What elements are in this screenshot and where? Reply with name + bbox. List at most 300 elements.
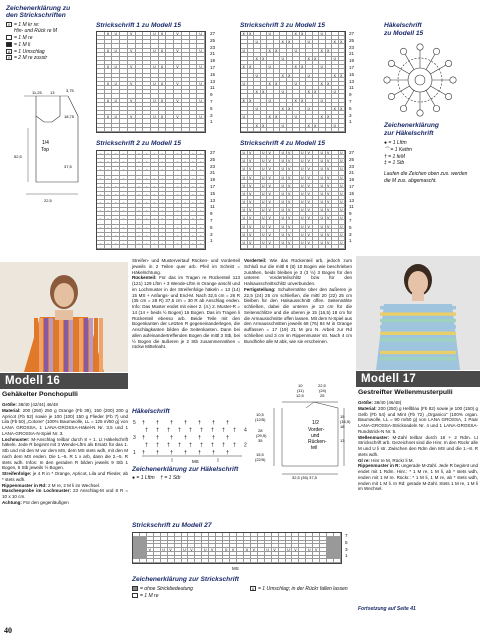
- chart-cell: –: [105, 225, 113, 229]
- chart-cell: [154, 559, 161, 563]
- chart-cell: V: [267, 216, 274, 220]
- chart-cell: [105, 245, 113, 249]
- chart-cell: U: [197, 82, 205, 86]
- chart-cell: X: [300, 99, 307, 103]
- chart-cell: –: [136, 208, 144, 212]
- chart-cell: X: [300, 65, 307, 69]
- instruction-paragraph: Rückenteil: Für das im Tragen re Rückenteil 113 (121) 129 Lftm + 3 Wende-Lftm in Orange anschl und im Lochmuster in der Streifenfolge häkeln = 13 (14) 15 MS + Anfangs- und End-M. Nach 32,5 cm = 26 R (35 cm = 28 R) 37,5 cm = 30 R ab Anschlag enden. Info: Das Muster endet mit einer 2. (4.) 2. Muster-R = 14 (14 + beids ½ Bogen) 16 Bogen. Das im Tragen li Rückenteil ebenso arb. Beide Teile mit den Bogenkanten der Letzten R gegeneinanderlegen, die Anschlagkanten bilden die Seitenkanten. Dann bei allen aufeinandertreffenden Bogen die mittl 3 Stb, bei ½ Bogen die äußeren je 2 Stb zusammennähen = rückw Mittelnaht.: [132, 275, 240, 350]
- crochet-stitch-mark: †: [222, 442, 226, 449]
- crochet-row-number: 5: [133, 420, 136, 426]
- piece-label: Rücken-: [308, 439, 327, 445]
- chart-cell: –: [174, 225, 182, 229]
- row-number: 17: [210, 64, 216, 70]
- chart-cell: –: [136, 225, 144, 229]
- chart-cell: U: [280, 57, 287, 61]
- chart-cell: [168, 559, 175, 563]
- chart-cell: U: [280, 167, 287, 171]
- chart-cell: –: [197, 241, 205, 245]
- chart-cell: U: [105, 49, 113, 53]
- chart-cell: V: [248, 216, 255, 220]
- chart-cell: V: [287, 167, 294, 171]
- chart-cell: –: [143, 200, 151, 204]
- chart-cell: [286, 559, 293, 563]
- chart-cell: [209, 559, 216, 563]
- chart-cell: U: [241, 176, 248, 180]
- chart-cell: –: [197, 200, 205, 204]
- chart-cell: –: [136, 233, 144, 237]
- chart-cell: U: [197, 65, 205, 69]
- chart-cell: –: [182, 233, 190, 237]
- crochet-stitch-mark: †: [222, 427, 226, 434]
- chart-cell: U: [319, 151, 326, 155]
- chart-cell: V: [326, 216, 333, 220]
- knit-chart-4: [240, 150, 346, 250]
- row-number: 13: [210, 197, 216, 203]
- legend-item: = 1 M li: [6, 42, 86, 49]
- legend-item: U = 1 Umschlag: [7, 48, 45, 55]
- chart-cell: U: [267, 32, 274, 36]
- chart-cell: [105, 128, 113, 132]
- crochet-loop: [433, 48, 439, 54]
- chart-cell: –: [143, 225, 151, 229]
- chart-cell: –: [97, 167, 105, 171]
- chart-cell: U: [105, 32, 113, 36]
- chart-cell: X: [326, 82, 333, 86]
- chart-cell: U: [300, 176, 307, 180]
- crochet-stitch-mark: †: [212, 420, 216, 426]
- chart-cell: X: [280, 74, 287, 78]
- dim-label: 32,5 (35) 37,5: [292, 475, 317, 480]
- crochet-stitch: [426, 54, 435, 70]
- row-number: 17: [349, 183, 355, 189]
- chart-cell: –: [151, 151, 159, 155]
- crochet-stitch-mark: †: [156, 427, 160, 434]
- garment-stripe: [89, 318, 93, 372]
- chart-cell: U: [339, 176, 346, 180]
- row-number: 11: [210, 85, 215, 91]
- row-number: 9: [349, 211, 352, 217]
- chart-cell: [97, 128, 105, 132]
- chart-cell: U: [339, 216, 346, 220]
- row-number: 25: [210, 37, 216, 43]
- crochet-stitch-mark: †: [184, 435, 188, 441]
- knit-chart-2: [96, 150, 206, 250]
- crochet-chart-legend-title: Zeichenerklärung zur Häkelschrift: [132, 466, 239, 473]
- chart-cell: V: [248, 225, 255, 229]
- chart-cell: –: [159, 208, 167, 212]
- chart27-legend-title: Zeichenerklärung zur Strickschrift: [132, 576, 239, 583]
- garment-stripe: [34, 318, 38, 372]
- chart-cell: V: [287, 192, 294, 196]
- chart-cell: U: [261, 176, 268, 180]
- chart-cell: U: [151, 49, 159, 53]
- row-number: 7: [349, 217, 352, 223]
- instruction-paragraph: Material: 200 (250) 250 g Orange (Fb 39), 150 (200) 200 g Apricot (Fb 52) sowie je 100 (100) 150 g Flieder (Fb 7) und Lila (Fb 50) „Cotone“ (100% Baumwolle, LL = 125 m/50 g) von LANA GROSSA, 1 LANA-GROSSA-Häkel-N Nr. 3,5 und 1 LANA-GROSSA-N-Spiel Nr. 3.: [2, 407, 128, 436]
- chart-cell: U: [339, 167, 346, 171]
- dim-label: 18,75: [64, 114, 75, 119]
- chart-cell: V: [267, 208, 274, 212]
- chart-cell: [120, 245, 128, 249]
- chart-cell: –: [143, 159, 151, 163]
- chart-cell: [112, 245, 120, 249]
- chart-cell: X: [332, 40, 339, 44]
- chart-cell: V: [306, 233, 313, 237]
- chart-cell: –: [151, 167, 159, 171]
- chart-cell: X: [254, 124, 261, 128]
- crochet-loop: [445, 93, 451, 99]
- chart-cell: [244, 559, 251, 563]
- crochet-row-number: 1: [133, 450, 136, 456]
- instruction-paragraph: Vorderteil: Wie das Rückenteil arb, jedoch zum Schluß nur die mittl 8 (8) 10 Bogen wie beschrieben zunähen, beids bleiben je 3 (3 ½) 3 Bogen für den unteren Vorderteilschlitz bzw für den Halsausschnittschlitz unverbunden.: [244, 258, 352, 287]
- chart-cell: X: [339, 40, 346, 44]
- chart-cell: U: [339, 192, 346, 196]
- chart-cell: U: [241, 151, 248, 155]
- chart-cell: U: [300, 159, 307, 163]
- chart-cell: [251, 559, 258, 563]
- crochet-stitch-mark: †: [211, 442, 215, 449]
- chart-cell: V: [147, 548, 154, 552]
- chart-cell: X: [287, 40, 294, 44]
- chart-cell: –: [136, 192, 144, 196]
- chart-cell: U: [339, 225, 346, 229]
- crochet-stitch-mark: †: [189, 442, 193, 449]
- chart-cell: V: [248, 241, 255, 245]
- row-number: 11: [349, 204, 354, 210]
- chart-cell: –: [105, 167, 113, 171]
- chart-cell: –: [120, 159, 128, 163]
- chart-cell: U: [319, 216, 326, 220]
- chart-cell: U: [254, 107, 261, 111]
- row-number: 27: [210, 31, 216, 36]
- garment-stripe: [49, 318, 53, 372]
- chart-cell: V: [287, 159, 294, 163]
- garment-stripe: [44, 318, 48, 372]
- chart-cell: V: [306, 184, 313, 188]
- crochet-loop: [384, 77, 390, 83]
- chart-cell: X: [313, 90, 320, 94]
- row-number: 19: [349, 58, 355, 64]
- chart-cell: U: [293, 82, 300, 86]
- chart-cell: U: [261, 225, 268, 229]
- chart-cell: U: [306, 548, 313, 552]
- crochet-stitch-mark: †: [212, 435, 216, 441]
- chart-cell: X: [339, 74, 346, 78]
- crochet-stitch-mark: †: [167, 442, 171, 449]
- chart-cell: U: [105, 115, 113, 119]
- crochet-chart-title: Häkelschrift: [132, 408, 170, 415]
- chart-cell: –: [136, 159, 144, 163]
- row-number: 5: [349, 224, 352, 230]
- chart-cell: V: [248, 233, 255, 237]
- chart-cell: X: [300, 32, 307, 36]
- chart-cell: V: [267, 192, 274, 196]
- chart-cell: [133, 559, 140, 563]
- chart-cell: X: [261, 57, 268, 61]
- chart-cell: –: [182, 208, 190, 212]
- chart-cell: U: [319, 192, 326, 196]
- chart-cell: U: [241, 192, 248, 196]
- model16-illustration: [0, 262, 128, 372]
- chart-cell: U: [300, 200, 307, 204]
- chart-cell: –: [190, 167, 198, 171]
- chart-cell: –: [174, 167, 182, 171]
- chart-cell: X: [241, 99, 248, 103]
- chart1-title: Strickschrift 1 zu Modell 15: [96, 22, 182, 29]
- chart-cell: [161, 559, 168, 563]
- chart-cell: –: [112, 192, 120, 196]
- chart-cell: U: [306, 107, 313, 111]
- chart-cell: V: [287, 216, 294, 220]
- instruction-paragraph: Rippenmuster in R: ungerade M-Zahl. Jede R beginnt und endet mit 1 Rdm. Hinr.: * 1 M re, 1 M li, ab * stets wdh, enden mit 1 M re. Rückr.: * 1 M li, 1 M re, ab * stets wdh, enden mit 1 M li. In Rd: gerade M-Zahl. Stets 1 M re, 1 M li im Wechsel.: [358, 463, 479, 492]
- chart-cell: X: [306, 57, 313, 61]
- chart-cell: –: [174, 151, 182, 155]
- chart-cell: U: [339, 159, 346, 163]
- chart-cell: U: [261, 167, 268, 171]
- chart-cell: –: [174, 208, 182, 212]
- instruction-paragraph: Größe: 38/40 (46/48): [358, 400, 402, 405]
- crochet-stitch-mark: †: [170, 435, 174, 441]
- chart-cell: –: [190, 200, 198, 204]
- chart-cell: –: [174, 233, 182, 237]
- chart-cell: [112, 128, 120, 132]
- chart-cell: –: [143, 192, 151, 196]
- piece-label: Vorder-: [308, 427, 325, 433]
- row-number: 27: [349, 150, 355, 155]
- chart27-legend-item: = 1 M re: [132, 593, 242, 600]
- chart-cell: U: [112, 49, 120, 53]
- chart-cell: V: [248, 208, 255, 212]
- chart-cell: –: [120, 200, 128, 204]
- chart-cell: U: [159, 49, 167, 53]
- chart-cell: [216, 559, 223, 563]
- chart-cell: U: [280, 176, 287, 180]
- chart-cell: –: [197, 225, 205, 229]
- chart-cell: V: [248, 176, 255, 180]
- chart-cell: –: [159, 241, 167, 245]
- row-number: 5: [349, 105, 352, 111]
- chart-cell: –: [190, 233, 198, 237]
- chart4-row-numbers: [349, 150, 354, 245]
- chart-cell: U: [339, 208, 346, 212]
- chart-cell: U: [223, 548, 230, 552]
- chart-cell: V: [287, 151, 294, 155]
- chart-cell: [195, 559, 202, 563]
- chart-cell: –: [112, 176, 120, 180]
- chart-cell: –: [159, 192, 167, 196]
- chart-cell: U: [280, 216, 287, 220]
- chart-cell: V: [248, 184, 255, 188]
- chart-cell: U: [286, 548, 293, 552]
- chart-cell: X: [293, 99, 300, 103]
- chart-cell: [151, 245, 159, 249]
- chart-cell: U: [339, 184, 346, 188]
- chart-cell: X: [274, 115, 281, 119]
- chart-cell: –: [136, 176, 144, 180]
- chart-cell: [174, 128, 182, 132]
- crochet-stitch-mark: †: [226, 435, 230, 441]
- model17-instructions: [358, 400, 478, 492]
- chart-cell: [230, 559, 237, 563]
- chart-cell: U: [112, 82, 120, 86]
- garment-stripe: [69, 318, 73, 372]
- chart-cell: U: [261, 200, 268, 204]
- chart-cell: X: [261, 124, 268, 128]
- garment-stripe: [99, 318, 103, 372]
- dim-label: 15: [340, 414, 345, 419]
- crochet-stitch: [430, 86, 446, 95]
- chart-cell: U: [261, 233, 268, 237]
- dim-label: (12/5): [255, 417, 266, 422]
- chart-cell: [197, 128, 205, 132]
- dim-label: 52,5: [14, 154, 22, 159]
- chart-cell: –: [97, 192, 105, 196]
- chart-cell: U: [261, 159, 268, 163]
- chart-cell: U: [280, 200, 287, 204]
- chart-cell: –: [159, 233, 167, 237]
- row-number: 23: [349, 44, 355, 50]
- garment-stripe: [380, 344, 456, 347]
- chart-cell: [166, 245, 174, 249]
- chart-cell: –: [174, 216, 182, 220]
- crochet-stitch-mark: †: [156, 420, 160, 426]
- chart-cell: [320, 559, 327, 563]
- model17-heading: Modell 17: [356, 371, 480, 387]
- chart-cell: U: [319, 159, 326, 163]
- chart-cell: –: [190, 225, 198, 229]
- chart-cell: [143, 245, 151, 249]
- chart-cell: U: [300, 184, 307, 188]
- instruction-paragraph: Fertigstellung: Schulternähte über den äußeren je 22,5 (24) 25 cm schließen, die mittl 20 (22) 25 cm bleiben für den Halsausschnitt offen. Seitennähte schließen, dabei die unteren je 13 cm für die Seitenschlitze und die oberen je 15 (16,5) 18 cm für die Armausschnitte offen lassen. Mit dem N-Spiel aus den Armausschnitten jeweils 68 (76) 84 M in Orange auffassen = 17 (19) 21 M pro N. Arbeit zur Rd schließen und 3 cm im Rippenmuster str. Nach 4 cm Bundhöhe alle M abk, wie sie erscheinen.: [244, 286, 352, 344]
- row-number: 7: [345, 533, 348, 538]
- chart-cell: –: [151, 208, 159, 212]
- chart-cell: V: [306, 241, 313, 245]
- crochet-stitch-mark: †: [178, 427, 182, 434]
- chart-cell: U: [202, 548, 209, 552]
- chart-cell: –: [182, 216, 190, 220]
- chart-cell: U: [241, 115, 248, 119]
- row-number: 23: [210, 44, 216, 50]
- crochet-legend-item: ● = 1 Lftm: [384, 140, 407, 146]
- chart-cell: –: [182, 192, 190, 196]
- chart-cell: X: [326, 49, 333, 53]
- chart-cell: –: [120, 167, 128, 171]
- chart-cell: –: [159, 216, 167, 220]
- chart-cell: –: [151, 159, 159, 163]
- row-number: 3: [349, 112, 352, 118]
- chart-cell: X: [274, 49, 281, 53]
- chart-cell: –: [97, 208, 105, 212]
- chart-cell: –: [97, 159, 105, 163]
- chart-cell: V: [287, 200, 294, 204]
- crochet-stitch-mark: †: [226, 420, 230, 426]
- chart-cell: –: [112, 241, 120, 245]
- chart-cell: V: [248, 192, 255, 196]
- chart-cell: U: [306, 40, 313, 44]
- chart27-title: Strickschrift zu Modell 27: [132, 522, 212, 529]
- dim-label: (22/5): [255, 457, 266, 462]
- chart-cell: –: [97, 225, 105, 229]
- crochet-row-number: 2: [244, 442, 247, 449]
- model17-subtitle: Gestreifter Wellenmusterpulli: [358, 389, 453, 396]
- crochet-stitch-mark: †: [167, 427, 171, 434]
- garment-stripe: [94, 318, 98, 372]
- crochet-stitch-mark: †: [200, 442, 204, 449]
- chart-cell: –: [136, 241, 144, 245]
- chart-cell: X: [248, 99, 255, 103]
- row-number: 3: [345, 546, 348, 552]
- chart-cell: [159, 245, 167, 249]
- chart-cell: –: [159, 225, 167, 229]
- chart-cell: V: [326, 225, 333, 229]
- chart-cell: U: [241, 208, 248, 212]
- chart-cell: –: [120, 176, 128, 180]
- chart-cell: –: [105, 151, 113, 155]
- crochet-legend-item: † = 1 feM: [384, 153, 405, 160]
- chart-cell: V: [306, 192, 313, 196]
- model16-instructions-col2: [132, 258, 240, 350]
- crochet-legend-item: ⌒ = 1 Kettm: [384, 146, 412, 153]
- crochet-row-number: 3: [133, 435, 136, 441]
- chart-cell: –: [159, 159, 167, 163]
- crochet-stitch-mark: †: [178, 442, 182, 449]
- chart-cell: X: [293, 65, 300, 69]
- chart-cell: –: [190, 192, 198, 196]
- chart-cell: U: [319, 99, 326, 103]
- chart-cell: U: [280, 90, 287, 94]
- chart-cell: –: [143, 216, 151, 220]
- piece-label: 1/2: [312, 420, 319, 426]
- chart-cell: V: [306, 176, 313, 180]
- dim-label: (16,5): [340, 419, 351, 424]
- chart-cell: –: [112, 184, 120, 188]
- crochet-stitch-mark: †: [200, 427, 204, 434]
- chart-cell: U: [197, 49, 205, 53]
- chart-cell: –: [151, 200, 159, 204]
- chart-cell: –: [143, 176, 151, 180]
- chart2-row-numbers: [210, 150, 215, 245]
- chart-cell: X: [306, 124, 313, 128]
- chart-cell: –: [97, 233, 105, 237]
- garment-stripe: [380, 325, 456, 328]
- instruction-paragraph: Achtung: Für den gegenläufigen: [2, 500, 69, 506]
- chart-cell: X: [313, 124, 320, 128]
- crochet-stitch-mark: †: [156, 450, 160, 456]
- chart-cell: X: [280, 107, 287, 111]
- chart-cell: X: [248, 32, 255, 36]
- row-number: 25: [349, 37, 355, 43]
- garment-stripe: [380, 306, 456, 309]
- chart-cell: V: [128, 115, 136, 119]
- chart-cell: V: [267, 151, 274, 155]
- chart-cell: U: [159, 82, 167, 86]
- chart-cell: U: [280, 124, 287, 128]
- chart-cell: V: [174, 49, 182, 53]
- chart-cell: V: [326, 159, 333, 163]
- piece-label: und: [311, 433, 320, 439]
- dim-label: 15,5: [256, 452, 264, 457]
- chart-cell: –: [97, 151, 105, 155]
- chart-cell: U: [244, 548, 251, 552]
- chart-cell: X: [319, 82, 326, 86]
- chart-cell: U: [300, 151, 307, 155]
- chart-cell: X: [254, 57, 261, 61]
- chart-cell: [143, 128, 151, 132]
- chart-cell: X: [332, 107, 339, 111]
- row-number: 25: [210, 156, 216, 162]
- chart-cell: X: [313, 57, 320, 61]
- chart-cell: V: [251, 548, 258, 552]
- row-number: 1: [349, 238, 352, 244]
